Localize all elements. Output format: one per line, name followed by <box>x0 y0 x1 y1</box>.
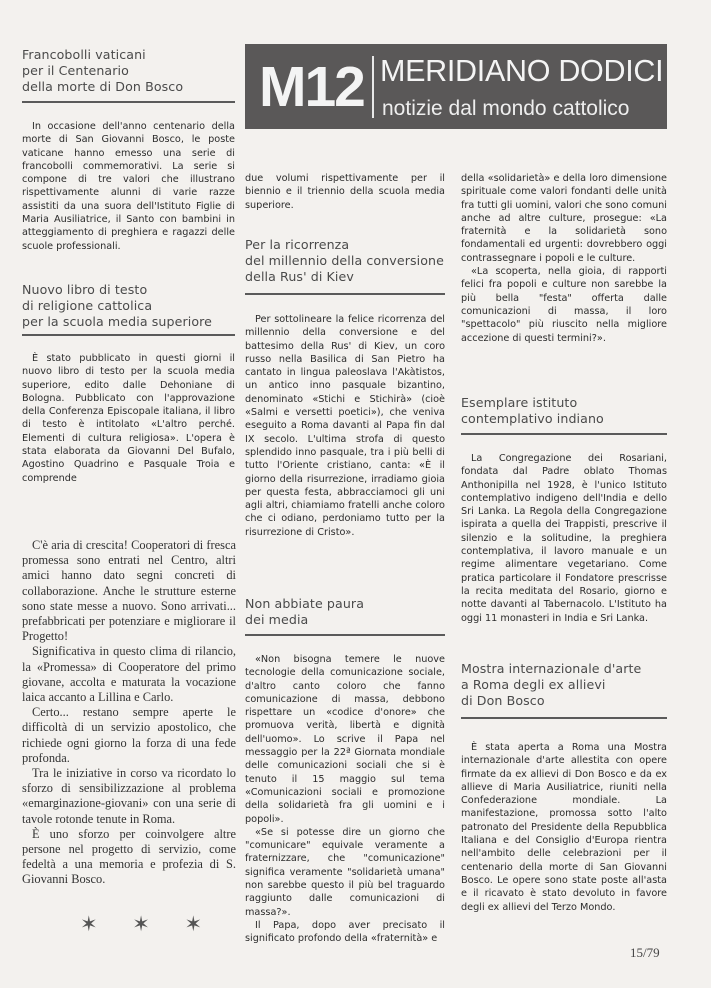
paragraph: È uno sforzo per coinvolgere altre persone nel progetto di servizio, come fedeltà a una memoria e profezia di S. Giovanni Bosco. <box>22 826 236 887</box>
article-paura-body <box>245 653 445 946</box>
section-subtitle: notizie dal mondo cattolico <box>382 97 630 120</box>
headline-libro-testo: Nuovo libro di testo di religione cattolica per la scuola media superiore <box>22 282 212 329</box>
paragraph: Certo... restano sempre aperte le difficoltà di un servizio apostolico, che richiede ogni giorno la forza di una fede profonda. <box>22 705 236 765</box>
section-title: MERIDIANO DODICI <box>380 54 664 88</box>
headline-rule <box>22 334 235 336</box>
headline-rule <box>245 634 445 636</box>
headline-kiev: Per la ricorrenza del millennio della conversione della Rus' di Kiev <box>245 237 444 284</box>
magazine-section-banner <box>245 44 667 129</box>
article-paura-continuation <box>461 172 667 345</box>
paragraph: Significativa in questo clima di rilancio, la «Promessa» di Cooperatore del primo giovane, accolta e maturata la vocazione laica accanto a Lillina e Carlo. <box>22 644 236 705</box>
paragraph: «Non bisogna temere le nuove tecnologie della comunicazione sociale, d'altro canto coloro che fanno comunicazione di massa, debbono rispettare un «codice d'onore» che promuova verità, libertà e dignità dell'uomo». Lo scrive il Papa nel messaggio per la 22ª Giornata mondiale delle comunicazioni sociali che si è tenuto il 15 maggio sul tema «Comunicazioni sociali e promozione della solidarietà fra gli uomini e i popoli». <box>245 654 445 825</box>
headline-rule <box>245 293 445 295</box>
paragraph: Il Papa, dopo aver precisato il significato profondo della «fraternità» e <box>245 919 445 945</box>
headline-istituto: Esemplare istituto contemplativo indiano <box>461 395 604 426</box>
paragraph: della «solidarietà» e della loro dimensione spirituale come valori fondanti delle unità fra tutti gli uomini, valori che sono comuni anche ad altre culture, prosegue: «La fraternità e la solidarietà sono fondamentali ed urgenti: dovrebbero oggi contrassegnare i popoli e le culture. <box>461 173 667 264</box>
paragraph: C'è aria di crescita! Cooperatori di fresca promessa sono entrati nel Centro, altri amici hanno dato segni concreti di collaborazione. Anche le strutture esterne sono state messe a nuovo. Sono arrivati... prefabbricati per potenziare e migliorare il Progetto! <box>22 538 236 644</box>
article-libro-body: È stato pubblicato in questi giorni il nuovo libro di testo per la scuola media superiore, edito dalle Dehoniane di Bologna. Pubblicato con l'approvazione della Conferenza Episcopale italiana, il libro di testo è intitolato «L'altro perché. Elementi di cultura religiosa». L'opera è stata elaborata da Giovanni Del Bufalo, Agostino Quadrino e Pasquale Troia e comprende <box>22 353 235 484</box>
headline-paura: Non abbiate paura dei media <box>245 596 365 627</box>
paragraph: «Se si potesse dire un giorno che "comunicare" equivale veramente a fraternizzare, che "comunicazione" significa veramente "solidarietà umana" non sarebbe questo il più bel traguardo raggiunto dalle comunicazioni di massa?». <box>245 826 445 918</box>
headline-rule <box>22 101 235 103</box>
paragraph: Tra le iniziative in corso va ricordato lo sforzo di sensibilizzazione al problema «emarginazione-giovani» con una serie di tavole rotonde tenute in Roma. <box>22 766 236 826</box>
article-francobolli-body: In occasione dell'anno centenario della morte di San Giovanni Bosco, le poste vaticane hanno emesso una serie di francobolli commemorativi. La serie si compone di tre valori che illustrano rispettivamente alunni di varie razze assistiti da una suora dell'Istituto Figlie di Maria Ausiliatrice, il Santo con bambini in atteggiamento di preghiera e ragazzi delle scuole professionali. <box>22 121 235 252</box>
section-code: M12 <box>259 55 364 119</box>
headline-francobolli: Francobolli vaticani per il Centenario della morte di Don Bosco <box>22 47 184 94</box>
article-kiev-body: Per sottolineare la felice ricorrenza del millennio della conversione e del battesimo della Rus' di Kiev, un coro russo nella Basilica di San Pietro ha cantato in lingua paleoslava l'Akàtistos, un antico inno pasquale bizantino, denominato «Stichi e Stichirà» (cioè «Salmi e versetti poetici»), che veniva eseguito a Roma davanti al Papa fin dal IX secolo. L'ultima strofa di questo splendido inno pasquale, tra i più belli di tutto l'Oriente cristiano, canta: «È il giorno della risurrezione, irradiamo gioia per questa festa, abbracciamoci gli uni agli altri, chiamiamo fratelli anche coloro che ci odiano, perdoniamo tutto per la risurrezione di Cristo». <box>245 314 445 538</box>
separator-stars: ✶ ✶ ✶ <box>80 912 217 936</box>
article-istituto-body: La Congregazione dei Rosariani, fondata dal Padre oblato Thomas Anthonipilla nel 1928, è l'unico Istituto contemplativo indigeno dell'India e dello Sri Lanka. La Regola della Congregazione ispirata a quella dei Trappisti, prescrive il silenzio e la solitudine, la preghiera contemplativa, il lavoro manuale e un regime alimentare vegetariano. Come pratica particolare il Fondatore prescrisse la recita meditata del Rosario, giorno e notte davanti al Tabernacolo. L'Istituto ha oggi 11 monasteri in India e Sri Lanka. <box>461 453 667 624</box>
article-libro-continuation: due volumi rispettivamente per il biennio e il triennio della scuola media superiore. <box>245 173 445 211</box>
banner-divider <box>372 56 374 118</box>
headline-mostra: Mostra internazionale d'arte a Roma degli ex allievi di Don Bosco <box>461 661 642 708</box>
article-crescita <box>22 538 236 888</box>
page-number: 15/79 <box>630 945 660 960</box>
article-mostra-body: È stata aperta a Roma una Mostra internazionale d'arte allestita con opere firmate da ex allievi di Don Bosco e da ex allieve di Maria Ausiliatrice, riuniti nella Confederazione mondiale. La manifestazione, promossa sotto l'alto patronato del Presidente della Repubblica Italiana e del Consiglio d'Europa rientra nell'ambito delle celebrazioni per il centenario della morte di San Giovanni Bosco. Le opere sono state poste all'asta e il ricavato è stato devoluto in favore degli ex allievi del Terzo Mondo. <box>461 742 667 913</box>
headline-rule <box>461 717 667 719</box>
paragraph: «La scoperta, nella gioia, di rapporti felici fra popoli e culture non sarebbe la più bella "festa" offerta dalle comunicazioni di massa, il loro "spettacolo" più riuscito nella migliore accezione di questi termini?». <box>461 266 667 344</box>
headline-rule <box>461 433 667 435</box>
